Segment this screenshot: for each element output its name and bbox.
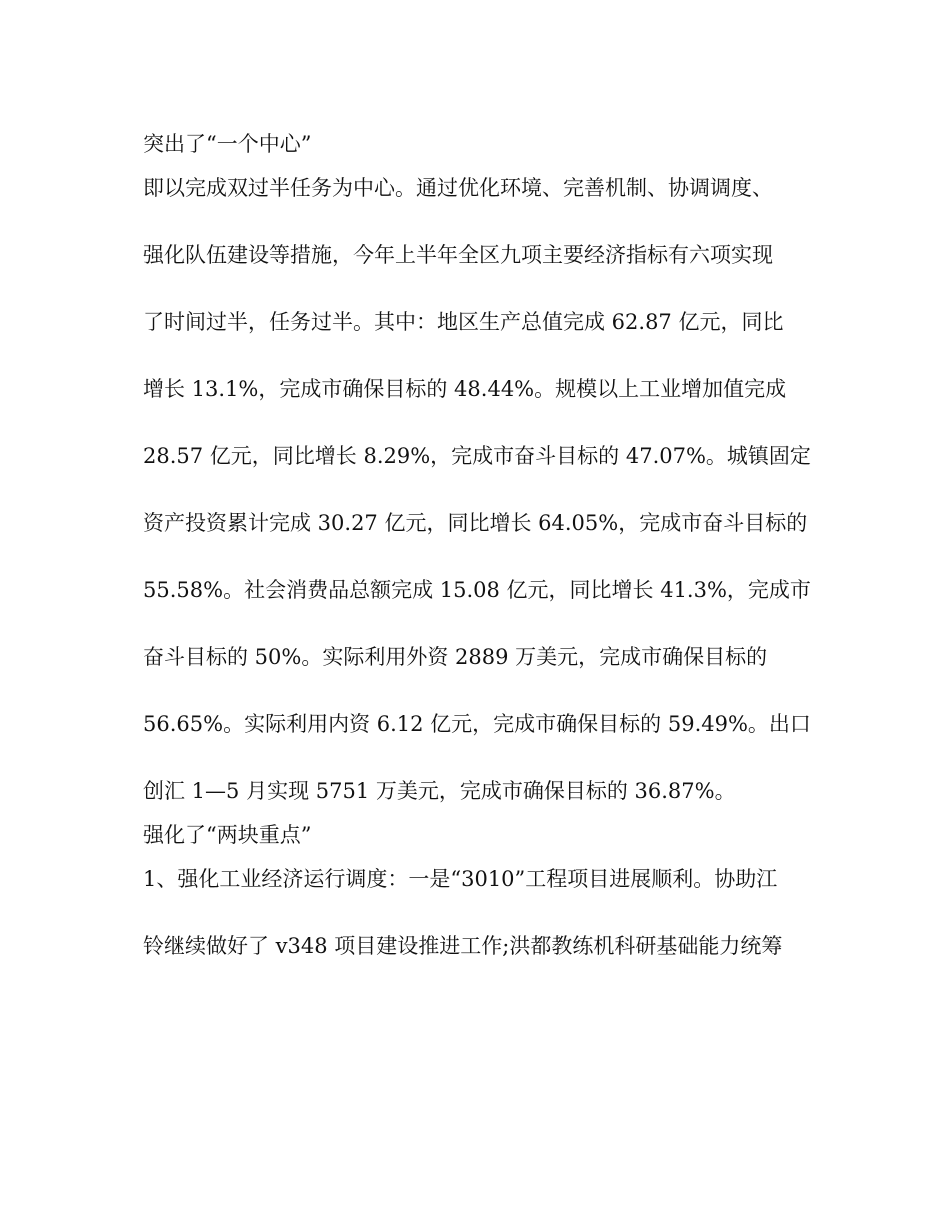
paragraph: [143, 166, 823, 813]
text-line: 28.57 亿元，同比增长 8.29%，完成市奋斗目标的 47.07%。城镇固定: [143, 444, 811, 468]
text-line: 56.65%。实际利用内资 6.12 亿元，完成市确保目标的 59.49%。出口: [143, 712, 811, 736]
text-line: 了时间过半，任务过半。其中：地区生产总值完成 62.87 亿元，同比: [143, 310, 784, 334]
text-line: 55.58%。社会消费品总额完成 15.08 亿元，同比增长 41.3%，完成市: [143, 578, 811, 602]
text-line: 铃继续做好了 v348 项目建设推进工作;洪都教练机科研基础能力统筹: [143, 934, 783, 958]
text-line: 增长 13.1%，完成市确保目标的 48.44%。规模以上工业增加值完成: [143, 377, 787, 401]
section-heading: 强化了“两块重点”: [143, 823, 312, 847]
text-line: 创汇 1—5 月实现 5751 万美元，完成市确保目标的 36.87%。: [143, 779, 736, 803]
document-body: [143, 122, 823, 991]
text-line: 强化队伍建设等措施，今年上半年全区九项主要经济指标有六项实现: [143, 243, 773, 267]
paragraph: [143, 857, 823, 991]
text-line: 即以完成双过半任务为中心。通过优化环境、完善机制、协调调度、: [143, 176, 773, 200]
text-line: 1、强化工业经济运行调度：一是“3010”工程项目进展顺利。协助江: [143, 867, 778, 891]
text-line: 资产投资累计完成 30.27 亿元，同比增长 64.05%，完成市奋斗目标的: [143, 511, 808, 535]
section-heading: 突出了“一个中心”: [143, 132, 312, 156]
text-line: 奋斗目标的 50%。实际利用外资 2889 万美元，完成市确保目标的: [143, 645, 768, 669]
